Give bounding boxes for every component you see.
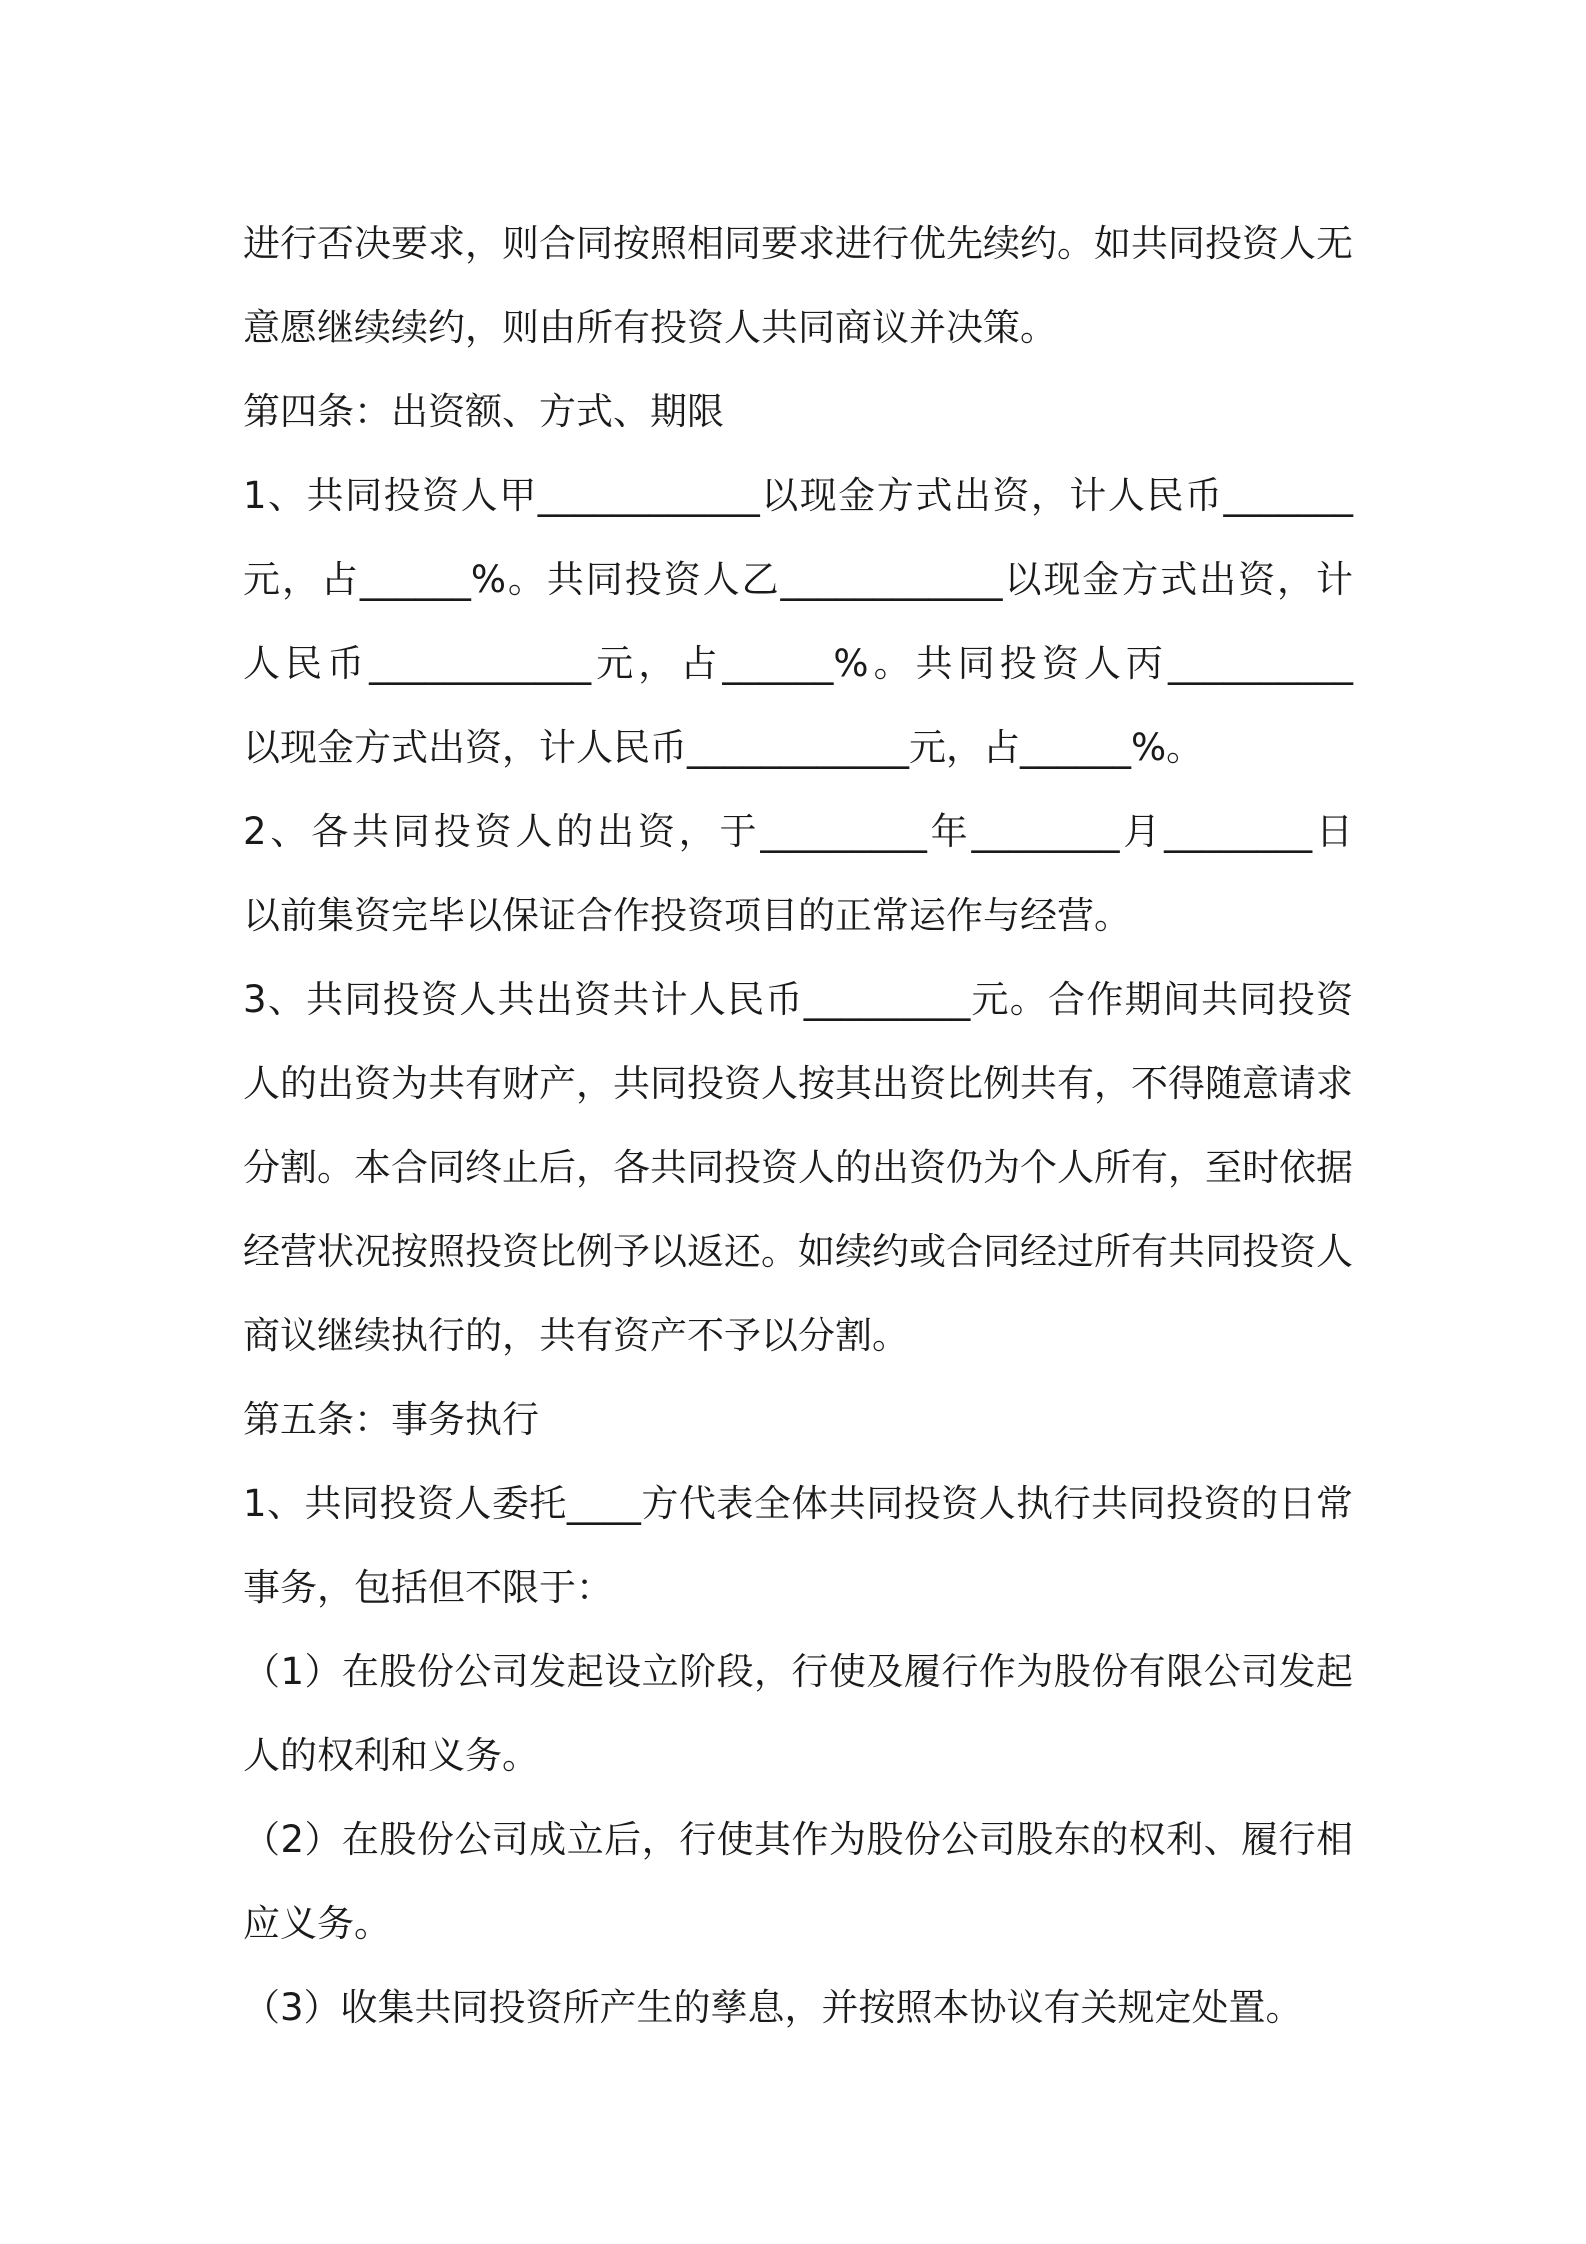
section-heading-article-4: 第四条：出资额、方式、期限 — [243, 390, 724, 433]
paragraph-line: 以前集资完毕以保证合作投资项目的正常运作与经营。 — [243, 894, 1131, 937]
paragraph-line: 经营状况按照投资比例予以返还。如续约或合同经过所有共同投资人 — [243, 1230, 1353, 1273]
paragraph-line: 事务，包括但不限于： — [243, 1566, 613, 1609]
paragraph-line: 应义务。 — [243, 1902, 391, 1945]
paragraph-line: 进行否决要求，则合同按照相同要求进行优先续约。如共同投资人无 — [243, 222, 1353, 265]
paragraph-line: 人的权利和义务。 — [243, 1734, 539, 1777]
paragraph-line: 1、共同投资人委托____方代表全体共同投资人执行共同投资的日常 — [243, 1482, 1353, 1525]
paragraph-line: 意愿继续续约，则由所有投资人共同商议并决策。 — [243, 306, 1057, 349]
paragraph-line: 分割。本合同终止后，各共同投资人的出资仍为个人所有，至时依据 — [243, 1146, 1353, 1189]
list-item-1: （1）在股份公司发起设立阶段，行使及履行作为股份有限公司发起 — [243, 1650, 1353, 1693]
paragraph-line: 商议继续执行的，共有资产不予以分割。 — [243, 1314, 909, 1357]
paragraph-line: 1、共同投资人甲____________以现金方式出资，计人民币_______ — [243, 474, 1353, 517]
paragraph-line: 以现金方式出资，计人民币____________元，占______%。 — [243, 726, 1204, 769]
list-item-2: （2）在股份公司成立后，行使其作为股份公司股东的权利、履行相 — [243, 1818, 1353, 1861]
list-item-3: （3）收集共同投资所产生的孳息，并按照本协议有关规定处置。 — [243, 1986, 1303, 2029]
section-heading-article-5: 第五条：事务执行 — [243, 1398, 539, 1441]
paragraph-line: 人的出资为共有财产，共同投资人按其出资比例共有，不得随意请求 — [243, 1062, 1353, 1105]
paragraph-line: 元，占______%。共同投资人乙____________以现金方式出资，计 — [243, 558, 1353, 601]
paragraph-line: 人民币____________元，占______%。共同投资人丙__________ — [243, 642, 1353, 685]
paragraph-line: 3、共同投资人共出资共计人民币_________元。合作期间共同投资 — [243, 978, 1353, 1021]
paragraph-line: 2、各共同投资人的出资，于_________年________月________日 — [243, 810, 1353, 853]
document-body — [243, 202, 1353, 2050]
